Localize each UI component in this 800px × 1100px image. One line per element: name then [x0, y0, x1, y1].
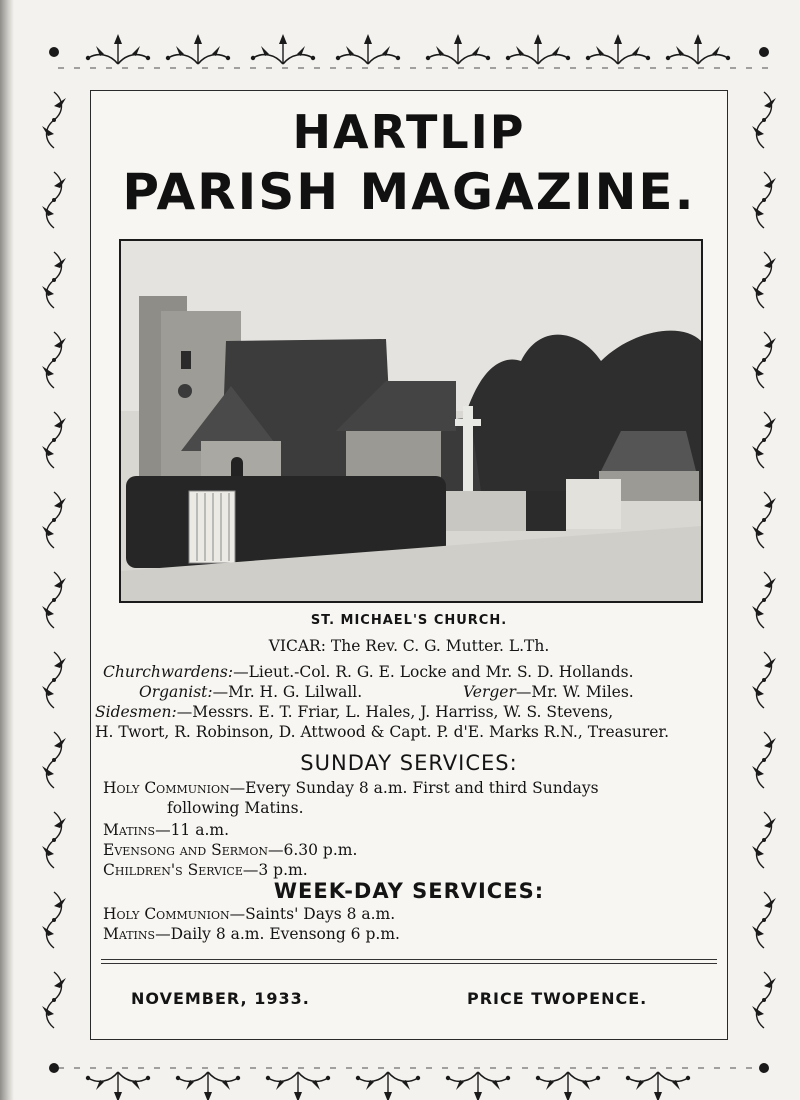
- vicar-label: VICAR:: [268, 637, 326, 655]
- sidesmen-names-1: —Messrs. E. T. Friar, L. Hales, J. Harriss, W. S. Stevens,: [176, 703, 614, 721]
- church-photograph: [119, 239, 703, 603]
- masthead-line-1: HARTLIP: [292, 105, 526, 159]
- verger-label: Verger: [463, 683, 516, 701]
- weekday-holy-communion-label: Holy Communion: [103, 905, 230, 923]
- organist-line: [139, 683, 362, 701]
- weekday-matins: [103, 925, 400, 943]
- photo-caption: ST. MICHAEL'S CHURCH.: [310, 613, 508, 628]
- sidesmen-names-2: H. Twort, R. Robinson, D. Attwood & Capt. P. d'E. Marks R.N., Treasurer.: [95, 723, 670, 741]
- churchwardens-label: Churchwardens:: [103, 663, 234, 681]
- weekday-matins-text: —Daily 8 a.m. Evensong 6 p.m.: [155, 925, 400, 943]
- sidesmen-line: [95, 703, 613, 721]
- verger-name: —Mr. W. Miles.: [515, 683, 634, 701]
- verger-line: [463, 683, 634, 701]
- sunday-holy-communion-text: —Every Sunday 8 a.m. First and third Sundays: [229, 779, 599, 797]
- vicar-line: [91, 637, 727, 655]
- sunday-evensong: [103, 841, 357, 859]
- weekday-services-heading: WEEK-DAY SERVICES:: [273, 879, 545, 903]
- sunday-matins-text: —11 a.m.: [155, 821, 230, 839]
- masthead-line-2: PARISH MAGAZINE.: [122, 163, 696, 221]
- churchwardens-names: —Lieut.-Col. R. G. E. Locke and Mr. S. D. Hollands.: [233, 663, 634, 681]
- sunday-services-heading: SUNDAY SERVICES:: [300, 751, 518, 775]
- sunday-holy-communion-text2: following Matins.: [167, 799, 304, 817]
- sunday-children-service: [103, 861, 308, 879]
- sunday-matins-label: Matins: [103, 821, 156, 839]
- sunday-matins: [103, 821, 229, 839]
- issue-date: NOVEMBER, 1933.: [131, 989, 310, 1008]
- price: PRICE TWOPENCE.: [467, 989, 648, 1008]
- page-edge-shadow: [0, 0, 14, 1100]
- sunday-evensong-label: Evensong and Sermon: [103, 841, 268, 859]
- weekday-holy-communion: [103, 905, 395, 923]
- organist-label: Organist:: [139, 683, 213, 701]
- weekday-matins-label: Matins: [103, 925, 156, 943]
- vicar-name: The Rev. C. G. Mutter. L.Th.: [330, 637, 550, 655]
- magazine-cover-panel: [90, 90, 728, 1040]
- organist-name: —Mr. H. G. Lilwall.: [212, 683, 363, 701]
- sunday-children-text: —3 p.m.: [242, 861, 308, 879]
- footer-rule-1: [101, 959, 717, 960]
- sunday-evensong-text: —6.30 p.m.: [267, 841, 358, 859]
- sidesmen-label: Sidesmen:: [95, 703, 177, 721]
- weekday-holy-communion-text: —Saints' Days 8 a.m.: [229, 905, 396, 923]
- sunday-holy-communion-label: Holy Communion: [103, 779, 230, 797]
- churchwardens-line: [103, 663, 634, 681]
- sunday-children-label: Children's Service: [103, 861, 243, 879]
- footer-rule-2: [101, 963, 717, 964]
- sunday-holy-communion: [103, 779, 599, 797]
